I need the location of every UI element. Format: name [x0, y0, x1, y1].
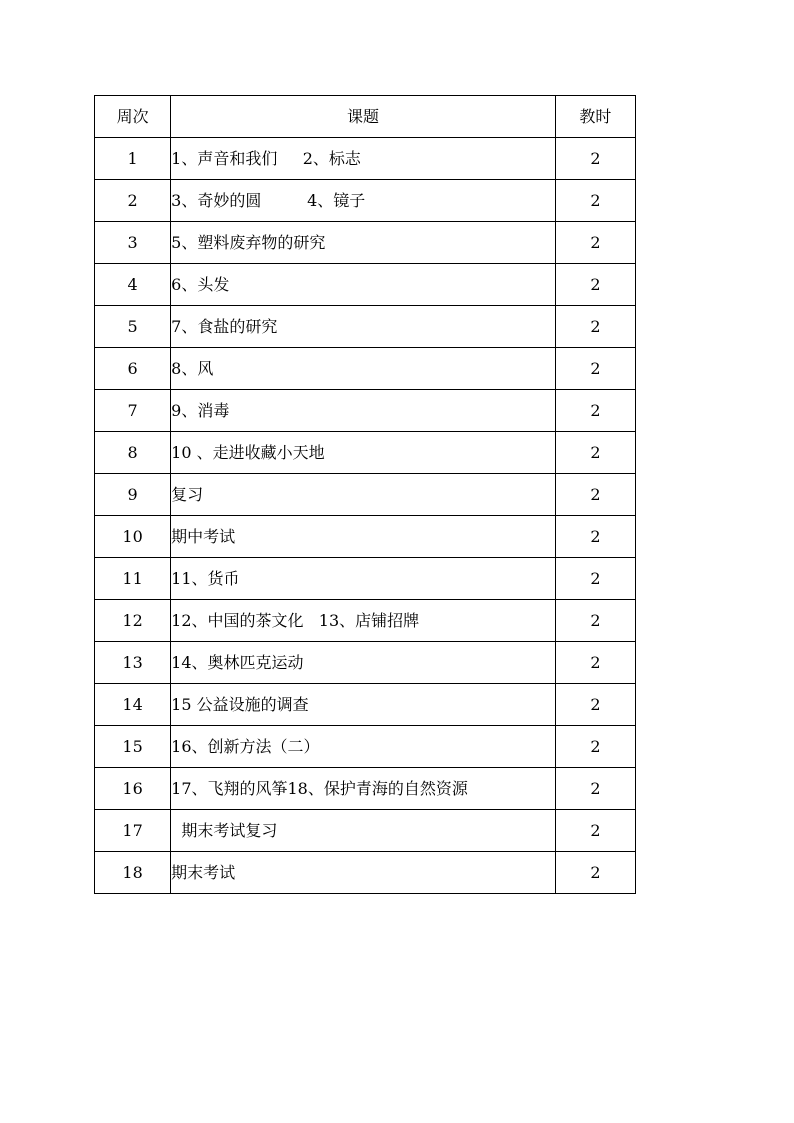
- cell-hours: 2: [555, 264, 635, 306]
- cell-topic: 17、飞翔的风筝18、保护青海的自然资源: [171, 768, 556, 810]
- table-row: [95, 558, 636, 600]
- table-row: [95, 768, 636, 810]
- cell-hours: 2: [555, 390, 635, 432]
- cell-topic: 10 、走进收藏小天地: [171, 432, 556, 474]
- table-row: [95, 600, 636, 642]
- cell-week: 3: [95, 222, 171, 264]
- table-row: [95, 138, 636, 180]
- table-row: [95, 390, 636, 432]
- table-row: [95, 474, 636, 516]
- cell-topic: 11、货币: [171, 558, 556, 600]
- cell-topic: 12、中国的茶文化 13、店铺招牌: [171, 600, 556, 642]
- table-row: [95, 180, 636, 222]
- table-row: [95, 684, 636, 726]
- cell-topic: 9、消毒: [171, 390, 556, 432]
- cell-week: 14: [95, 684, 171, 726]
- table-row: [95, 642, 636, 684]
- table-body: [95, 138, 636, 894]
- cell-week: 2: [95, 180, 171, 222]
- cell-week: 13: [95, 642, 171, 684]
- cell-topic: 14、奥林匹克运动: [171, 642, 556, 684]
- cell-topic: 3、奇妙的圆 4、镜子: [171, 180, 556, 222]
- table-row: [95, 516, 636, 558]
- table-row: [95, 348, 636, 390]
- cell-topic: 6、头发: [171, 264, 556, 306]
- cell-hours: 2: [555, 852, 635, 894]
- cell-topic: 复习: [171, 474, 556, 516]
- header-topic: 课题: [171, 96, 556, 138]
- cell-week: 17: [95, 810, 171, 852]
- cell-week: 18: [95, 852, 171, 894]
- header-week: 周次: [95, 96, 171, 138]
- table-row: [95, 810, 636, 852]
- cell-week: 5: [95, 306, 171, 348]
- cell-hours: 2: [555, 600, 635, 642]
- cell-hours: 2: [555, 558, 635, 600]
- table-row: [95, 264, 636, 306]
- cell-week: 4: [95, 264, 171, 306]
- cell-week: 12: [95, 600, 171, 642]
- cell-week: 11: [95, 558, 171, 600]
- cell-week: 1: [95, 138, 171, 180]
- cell-hours: 2: [555, 726, 635, 768]
- cell-week: 9: [95, 474, 171, 516]
- cell-hours: 2: [555, 348, 635, 390]
- cell-hours: 2: [555, 684, 635, 726]
- table-row: [95, 852, 636, 894]
- cell-hours: 2: [555, 138, 635, 180]
- cell-topic: 7、食盐的研究: [171, 306, 556, 348]
- cell-hours: 2: [555, 474, 635, 516]
- cell-week: 15: [95, 726, 171, 768]
- table-row: [95, 306, 636, 348]
- cell-topic: 15 公益设施的调查: [171, 684, 556, 726]
- cell-hours: 2: [555, 306, 635, 348]
- teaching-schedule-table: [94, 95, 636, 894]
- table-row: [95, 726, 636, 768]
- header-hours: 教时: [555, 96, 635, 138]
- cell-topic: 16、创新方法（二）: [171, 726, 556, 768]
- cell-week: 10: [95, 516, 171, 558]
- cell-hours: 2: [555, 222, 635, 264]
- cell-hours: 2: [555, 432, 635, 474]
- cell-week: 7: [95, 390, 171, 432]
- cell-week: 8: [95, 432, 171, 474]
- cell-topic: 1、声音和我们 2、标志: [171, 138, 556, 180]
- cell-hours: 2: [555, 768, 635, 810]
- table-header-row: [95, 96, 636, 138]
- cell-week: 16: [95, 768, 171, 810]
- cell-hours: 2: [555, 642, 635, 684]
- cell-topic: 期末考试复习: [171, 810, 556, 852]
- cell-hours: 2: [555, 516, 635, 558]
- table-row: [95, 222, 636, 264]
- table-row: [95, 432, 636, 474]
- cell-topic: 期末考试: [171, 852, 556, 894]
- cell-hours: 2: [555, 810, 635, 852]
- cell-week: 6: [95, 348, 171, 390]
- cell-hours: 2: [555, 180, 635, 222]
- cell-topic: 8、风: [171, 348, 556, 390]
- cell-topic: 5、塑料废弃物的研究: [171, 222, 556, 264]
- cell-topic: 期中考试: [171, 516, 556, 558]
